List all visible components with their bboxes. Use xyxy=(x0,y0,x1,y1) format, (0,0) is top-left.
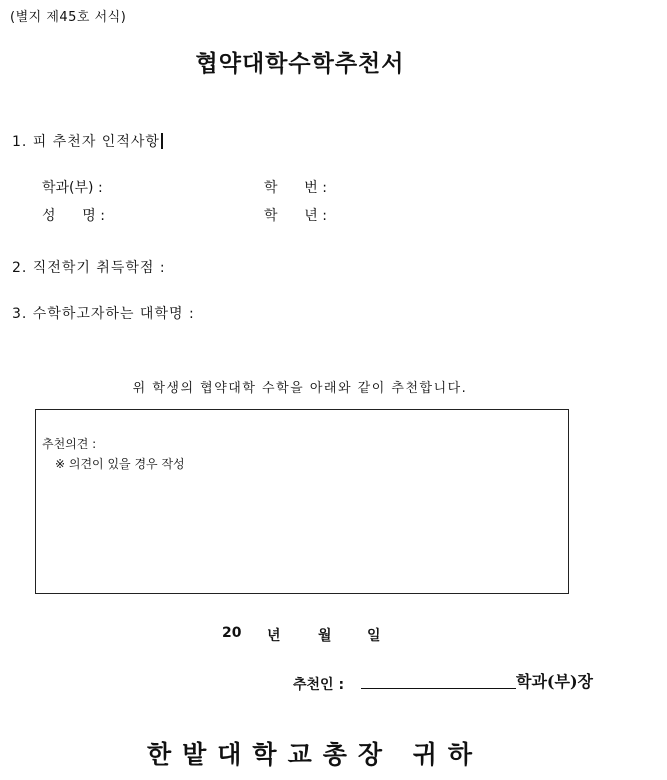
date-month: 월 xyxy=(318,628,332,644)
department-head-label: 학과(부)장 xyxy=(516,672,593,691)
year-label: 학 년 : xyxy=(264,208,327,224)
date-day: 일 xyxy=(367,628,381,644)
opinion-note: ※ 의견이 있을 경우 작성 xyxy=(55,457,185,471)
recommender-label: 추천인 : xyxy=(293,677,345,693)
section-1-heading xyxy=(12,131,163,151)
opinion-label: 추천의견 : xyxy=(42,437,97,451)
section-3-heading: 3. 수학하고자하는 대학명 : xyxy=(12,306,195,322)
name-label: 성 명 : xyxy=(42,208,105,224)
department-label: 학과(부) : xyxy=(42,180,103,196)
section-2-heading: 2. 직전학기 취득학점 : xyxy=(12,260,166,276)
text-cursor xyxy=(161,133,163,149)
date-year-prefix: 20 xyxy=(222,625,242,641)
section-1-heading-text: 1. 피 추천자 인적사항 xyxy=(12,134,160,150)
date-year: 년 xyxy=(267,628,281,644)
addressee: 한밭대학교총장 귀하 xyxy=(146,740,484,769)
signature-line[interactable] xyxy=(361,688,516,689)
student-number-label: 학 번 : xyxy=(264,180,327,196)
form-number: (별지 제45호 서식) xyxy=(10,10,127,25)
document-title: 협약대학수학추천서 xyxy=(195,51,405,77)
opinion-box[interactable] xyxy=(35,409,569,594)
recommendation-sentence: 위 학생의 협약대학 수학을 아래와 같이 추천합니다. xyxy=(132,381,468,396)
